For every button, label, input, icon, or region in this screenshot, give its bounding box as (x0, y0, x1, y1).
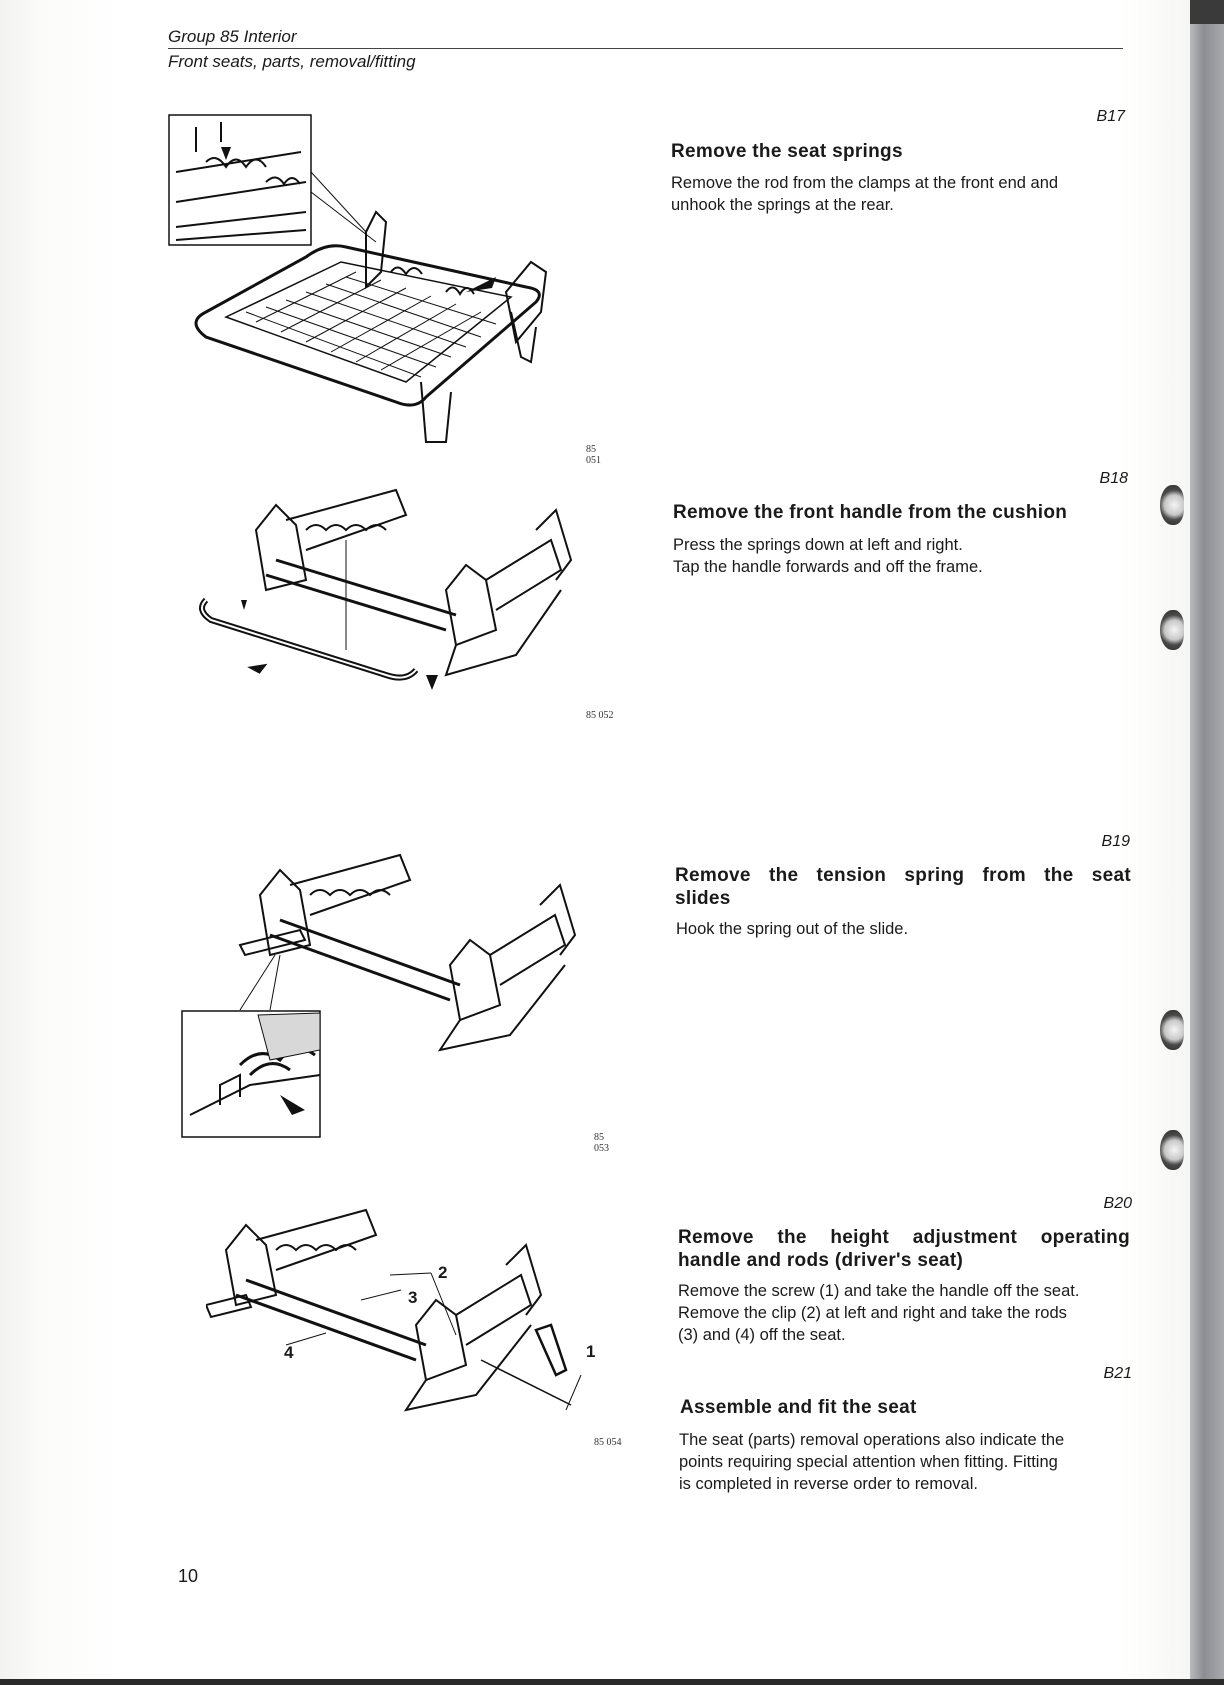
binder-ring (1160, 1130, 1184, 1170)
section-body: Remove the rod from the clamps at the front end and unhook the springs at the rear. (671, 174, 1059, 214)
section-body: The seat (parts) removal operations also indicate the points requiring special attention when fitting. Fitting is completed in reverse order to removal. (679, 1431, 1065, 1493)
section-title: Assemble and fit the seat (680, 1397, 917, 1418)
figure-code: 85 054 (594, 1437, 622, 1448)
section-title: Remove the tension spring from the seat slides (675, 865, 1131, 909)
section-body: Press the springs down at left and right. Tap the handle forwards and off the frame. (673, 536, 983, 576)
section-code: B19 (1101, 833, 1130, 850)
section-title: Remove the front handle from the cushion (673, 502, 1068, 523)
header-rule (168, 48, 1123, 49)
binder-edge (1190, 0, 1224, 1685)
section-title: Remove the seat springs (671, 141, 903, 162)
section-body: Remove the screw (1) and take the handle off the seat. Remove the clip (2) at left and right and take the rods (3) and (4) off the seat. (678, 1282, 1080, 1344)
page-number: 10 (178, 1566, 199, 1586)
section-code: B17 (1096, 108, 1125, 125)
figure-seat-springs (166, 112, 606, 466)
page-bottom-shadow (0, 1679, 1224, 1685)
callout-3: 3 (408, 1288, 418, 1307)
section-title: Remove the height adjustment operating handle and rods (driver's seat) (678, 1227, 1130, 1271)
binder-ring (1160, 1010, 1184, 1050)
figure-code: 85 051 (586, 444, 601, 466)
figure-code: 85 052 (586, 710, 614, 721)
section-body: Hook the spring out of the slide. (676, 920, 909, 938)
binder-top-shadow (1190, 0, 1224, 24)
callout-2: 2 (438, 1263, 448, 1282)
header-group: Group 85 Interior (168, 27, 297, 46)
figure-code: 85 053 (594, 1132, 609, 1154)
figure-tension-spring (180, 835, 620, 1154)
section-code: B21 (1103, 1365, 1132, 1382)
callout-4: 4 (284, 1343, 294, 1362)
header-subtitle: Front seats, parts, removal/fitting (168, 52, 416, 71)
binder-ring (1160, 610, 1184, 650)
section-code: B18 (1099, 470, 1128, 487)
figure-front-handle (196, 470, 616, 720)
figure-height-adjustment (206, 1195, 626, 1448)
binder-ring (1160, 485, 1184, 525)
section-code: B20 (1103, 1195, 1132, 1212)
callout-1: 1 (586, 1342, 596, 1361)
